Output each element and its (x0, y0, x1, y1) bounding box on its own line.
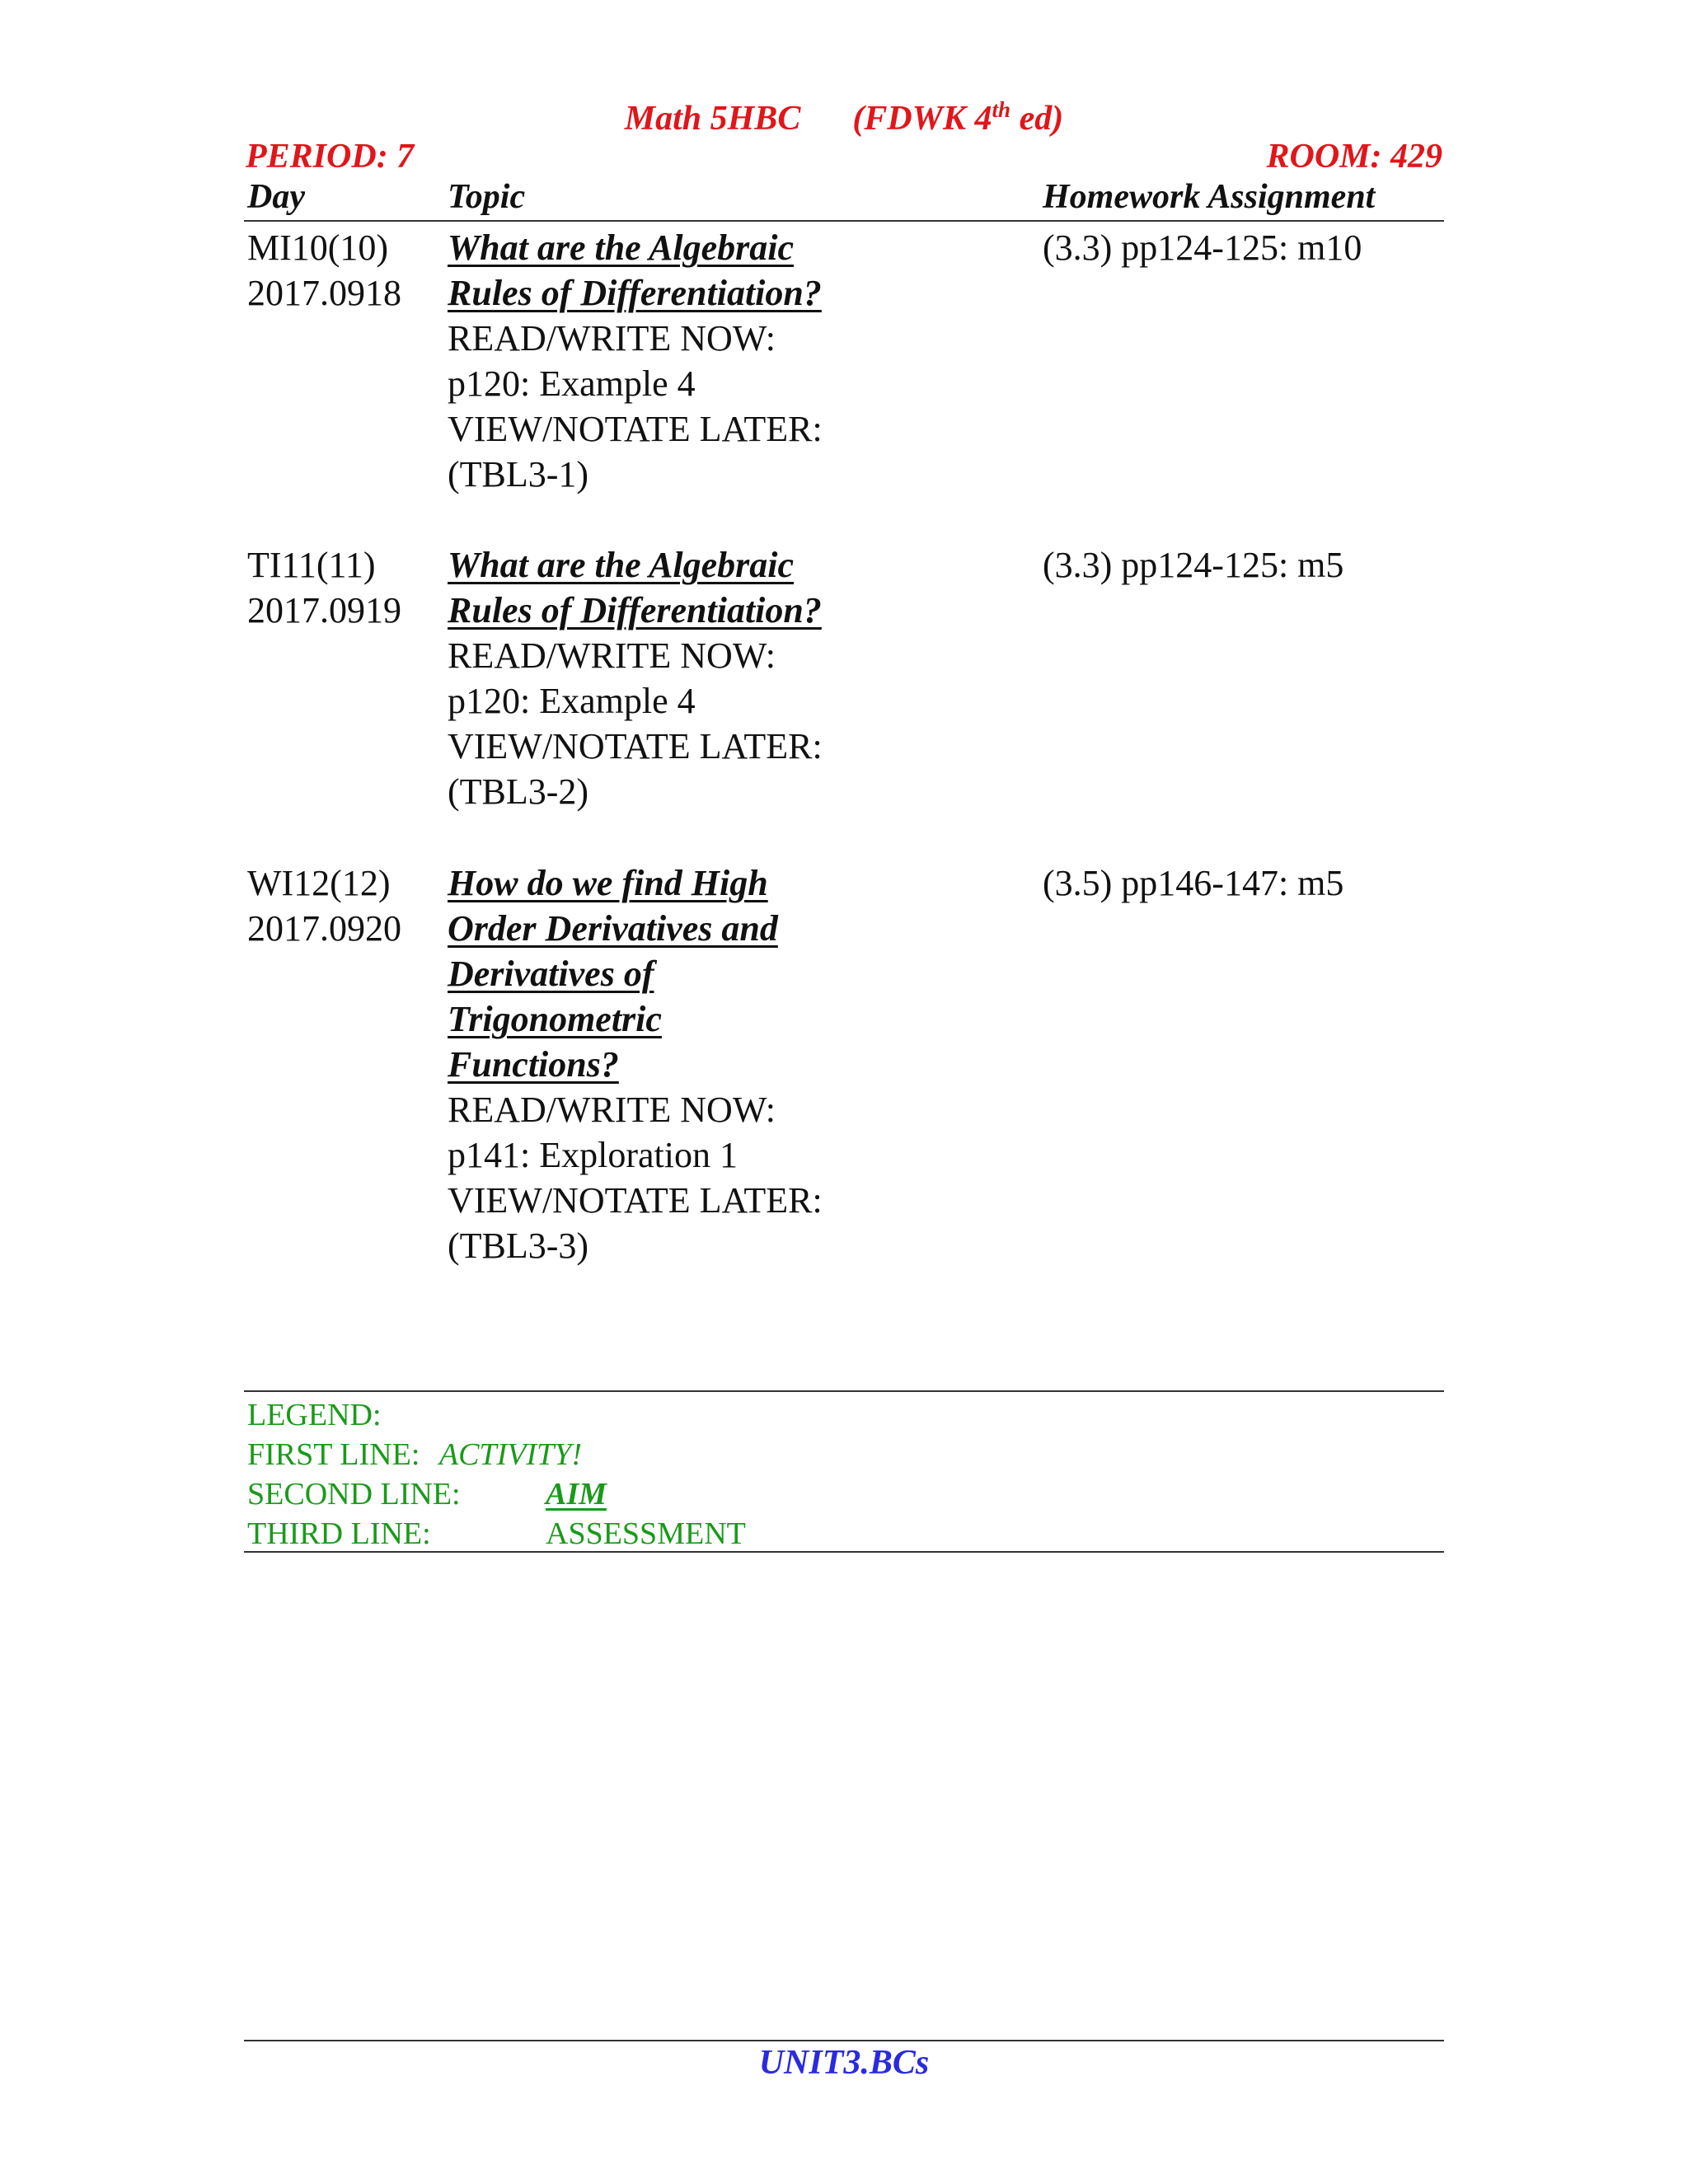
legend-second-label: SECOND LINE: (247, 1477, 461, 1511)
activity-line: p141: Exploration 1 (448, 1135, 738, 1175)
activity-line: p120: Example 4 (448, 681, 696, 721)
edition-label: (FDWK 4th ed) (852, 97, 1064, 138)
aim-line: Trigonometric (448, 999, 662, 1039)
unit-footer: UNIT3.BCs (758, 2044, 930, 2082)
aim-line: How do we find High (448, 863, 768, 903)
column-header-homework: Homework Assignment (1043, 178, 1376, 216)
aim-line: What are the Algebraic (448, 545, 795, 585)
activity-line: (TBL3-2) (448, 771, 589, 812)
footer-rule (244, 2040, 1444, 2041)
column-header-topic: Topic (448, 178, 526, 216)
topic-cell (448, 225, 1008, 497)
legend-first-value: ACTIVITY! (438, 1437, 583, 1472)
homework-cell: (3.3) pp124-125: m5 (1043, 545, 1344, 585)
day-code: MI10(10) (247, 227, 389, 268)
legend-third-label: THIRD LINE: (247, 1516, 431, 1551)
legend-second-value: AIM (546, 1477, 607, 1511)
aim-line: Derivatives of (448, 954, 654, 994)
activity-line: (TBL3-3) (448, 1226, 589, 1266)
date: 2017.0918 (247, 273, 401, 313)
aim-line: Rules of Differentiation? (448, 590, 822, 630)
activity-line: READ/WRITE NOW: (448, 1090, 776, 1130)
room-label: ROOM: 429 (1266, 138, 1442, 176)
homework-cell: (3.5) pp146-147: m5 (1043, 863, 1344, 903)
legend-bottom-rule (244, 1551, 1444, 1553)
homework-cell: (3.3) pp124-125: m10 (1043, 227, 1362, 268)
aim-line: Functions? (448, 1044, 619, 1085)
activity-line: VIEW/NOTATE LATER: (448, 409, 823, 449)
period-label: PERIOD: 7 (246, 138, 415, 176)
legend-third-line (247, 1514, 746, 1554)
header-rule (244, 220, 1444, 222)
activity-line: VIEW/NOTATE LATER: (448, 726, 823, 766)
aim-line: What are the Algebraic (448, 227, 795, 268)
day-code: TI11(11) (247, 545, 376, 585)
topic-cell (448, 542, 1008, 814)
date: 2017.0920 (247, 908, 401, 949)
day-code: WI12(12) (247, 863, 391, 903)
day-cell (247, 225, 401, 316)
legend-second-line (247, 1474, 607, 1514)
legend-first-label: FIRST LINE: (247, 1437, 420, 1472)
activity-line: READ/WRITE NOW: (448, 318, 776, 359)
legend-first-line (247, 1435, 582, 1474)
activity-line: (TBL3-1) (448, 454, 589, 494)
aim-line: Order Derivatives and (448, 908, 778, 949)
column-header-day: Day (247, 178, 305, 216)
legend (247, 1395, 746, 1554)
course-title (0, 97, 1688, 138)
course-name: Math 5HBC (624, 100, 801, 138)
activity-line: READ/WRITE NOW: (448, 635, 776, 676)
aim-line: Rules of Differentiation? (448, 273, 822, 313)
date: 2017.0919 (247, 590, 401, 630)
topic-cell (448, 860, 1008, 1268)
activity-line: VIEW/NOTATE LATER: (448, 1180, 823, 1221)
legend-third-value: ASSESSMENT (546, 1516, 746, 1551)
day-cell (247, 542, 401, 633)
legend-top-rule (244, 1390, 1444, 1392)
day-cell (247, 860, 401, 951)
activity-line: p120: Example 4 (448, 363, 696, 404)
legend-title: LEGEND: (247, 1398, 382, 1432)
